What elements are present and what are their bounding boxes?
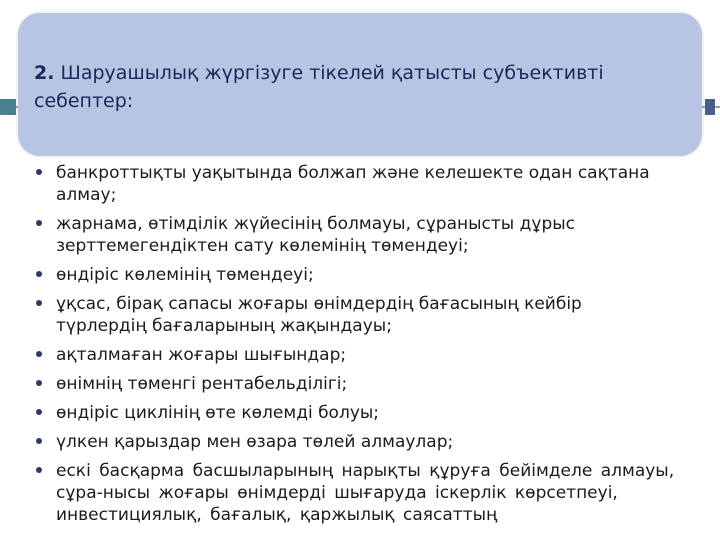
list-item-text: өндіріс көлемінің төмендеуі; bbox=[56, 265, 314, 285]
list-item bbox=[36, 402, 676, 424]
title-number: 2. bbox=[34, 62, 55, 84]
bullet-list bbox=[36, 162, 676, 533]
list-item-text: ескі басқарма басшыларының нарықты құруға бейімделе алмауы, сұра-нысы жоғары өнімдерді шығаруда іскерлік көрсетпеуі, инвестициялық, бағалық, қаржылық саясаттың bbox=[56, 461, 675, 525]
bullet-icon bbox=[36, 351, 42, 357]
bullet-icon bbox=[36, 300, 42, 306]
list-item-text: банкроттықты уақытында болжап және келешекте одан сақтана алмау; bbox=[56, 163, 650, 205]
list-item-text: өнімнің төменгі рентабельділігі; bbox=[56, 374, 348, 394]
list-item bbox=[36, 264, 676, 286]
list-item-text: ұқсас, бірақ сапасы жоғары өнімдердің бағасының кейбір түрлердің бағаларының жақындауы; bbox=[56, 294, 582, 336]
list-item bbox=[36, 293, 676, 337]
list-item-text: үлкен қарыздар мен өзара төлей алмаулар; bbox=[56, 432, 454, 452]
bullet-icon bbox=[36, 409, 42, 415]
list-item bbox=[36, 162, 676, 206]
list-item bbox=[36, 373, 676, 395]
list-item bbox=[36, 431, 676, 453]
list-item-text: өндіріс циклінің өте көлемді болуы; bbox=[56, 403, 380, 423]
bullet-icon bbox=[36, 467, 42, 473]
bullet-icon bbox=[36, 380, 42, 386]
list-item-text: ақталмаған жоғары шығындар; bbox=[56, 345, 347, 365]
list-item bbox=[36, 460, 676, 526]
bullet-icon bbox=[36, 169, 42, 175]
bullet-icon bbox=[36, 271, 42, 277]
left-decorative-square bbox=[0, 99, 16, 115]
bullet-icon bbox=[36, 220, 42, 226]
list-item-text: жарнама, өтімділік жүйесінің болмауы, сұранысты дұрыс зерттемегендіктен сату көлемінің төмендеуі; bbox=[56, 214, 576, 256]
list-item bbox=[36, 344, 676, 366]
right-decorative-square bbox=[705, 99, 715, 115]
title-text: Шаруашылық жүргізуге тікелей қатысты субъективті себептер: bbox=[34, 62, 604, 112]
slide-title bbox=[34, 59, 674, 115]
list-item bbox=[36, 213, 676, 257]
bullet-icon bbox=[36, 438, 42, 444]
